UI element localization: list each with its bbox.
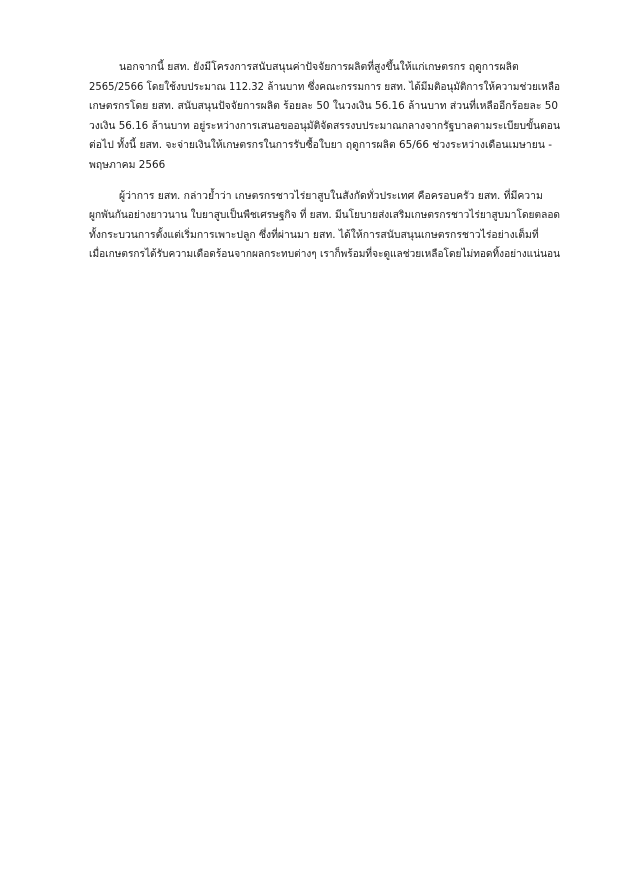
text-line: ต่อไป ทั้งนี้ ยสท. จะจ่ายเงินให้เกษตรกรในการรับซื้อใบยา ฤดูการผลิต 65/66 ช่วงระหว่างเดือนเมษายน -: [89, 139, 552, 152]
text-line: ผู้ว่าการ ยสท. กล่าวย้ำว่า เกษตรกรชาวไร่ยาสูบในสังกัดทั่วประเทศ คือครอบครัว ยสท. ที่มีความ: [119, 189, 543, 202]
paragraph-support-program: [89, 58, 560, 176]
text-line: นอกจากนี้ ยสท. ยังมีโครงการสนับสนุนค่าปัจจัยการผลิตที่สูงขึ้นให้แก่เกษตรกร ฤดูการผลิต: [119, 61, 519, 73]
text-line: ผูกพันกันอย่างยาวนาน ใบยาสูบเป็นพืชเศรษฐกิจ ที่ ยสท. มีนโยบายส่งเสริมเกษตรกรชาวไร่ยาสูบมาโดยตลอด: [89, 209, 561, 222]
text-line: ทั้งกระบวนการตั้งแต่เริ่มการเพาะปลูก ซึ่งที่ผ่านมา ยสท. ได้ให้การสนับสนุนเกษตรกรชาวไร่อย่างเต็มที่: [89, 228, 539, 241]
text-line: เกษตรกรโดย ยสท. สนับสนุนปัจจัยการผลิต ร้อยละ 50 ในวงเงิน 56.16 ล้านบาท ส่วนที่เหลืออีกร้อยละ 50: [89, 100, 558, 113]
text-line: 2565/2566 โดยใช้งบประมาณ 112.32 ล้านบาท ซึ่งคณะกรรมการ ยสท. ได้มีมติอนุมัติการให้ความช่วยเหลือ: [89, 80, 560, 93]
document-body: [89, 58, 561, 265]
text-line: พฤษภาคม 2566: [89, 158, 166, 171]
paragraph-governor-statement: [89, 187, 561, 265]
paragraph-spacer: [89, 176, 549, 187]
text-line: เมื่อเกษตรกรได้รับความเดือดร้อนจากผลกระทบต่างๆ เราก็พร้อมที่จะดูแลช่วยเหลือโดยไม่ทอดทิ้งอย่างแน่นอน: [89, 248, 560, 261]
text-line: วงเงิน 56.16 ล้านบาท อยู่ระหว่างการเสนอขออนุมัติจัดสรรงบประมาณกลางจากรัฐบาลตามระเบียบขั้นตอน: [89, 119, 560, 132]
